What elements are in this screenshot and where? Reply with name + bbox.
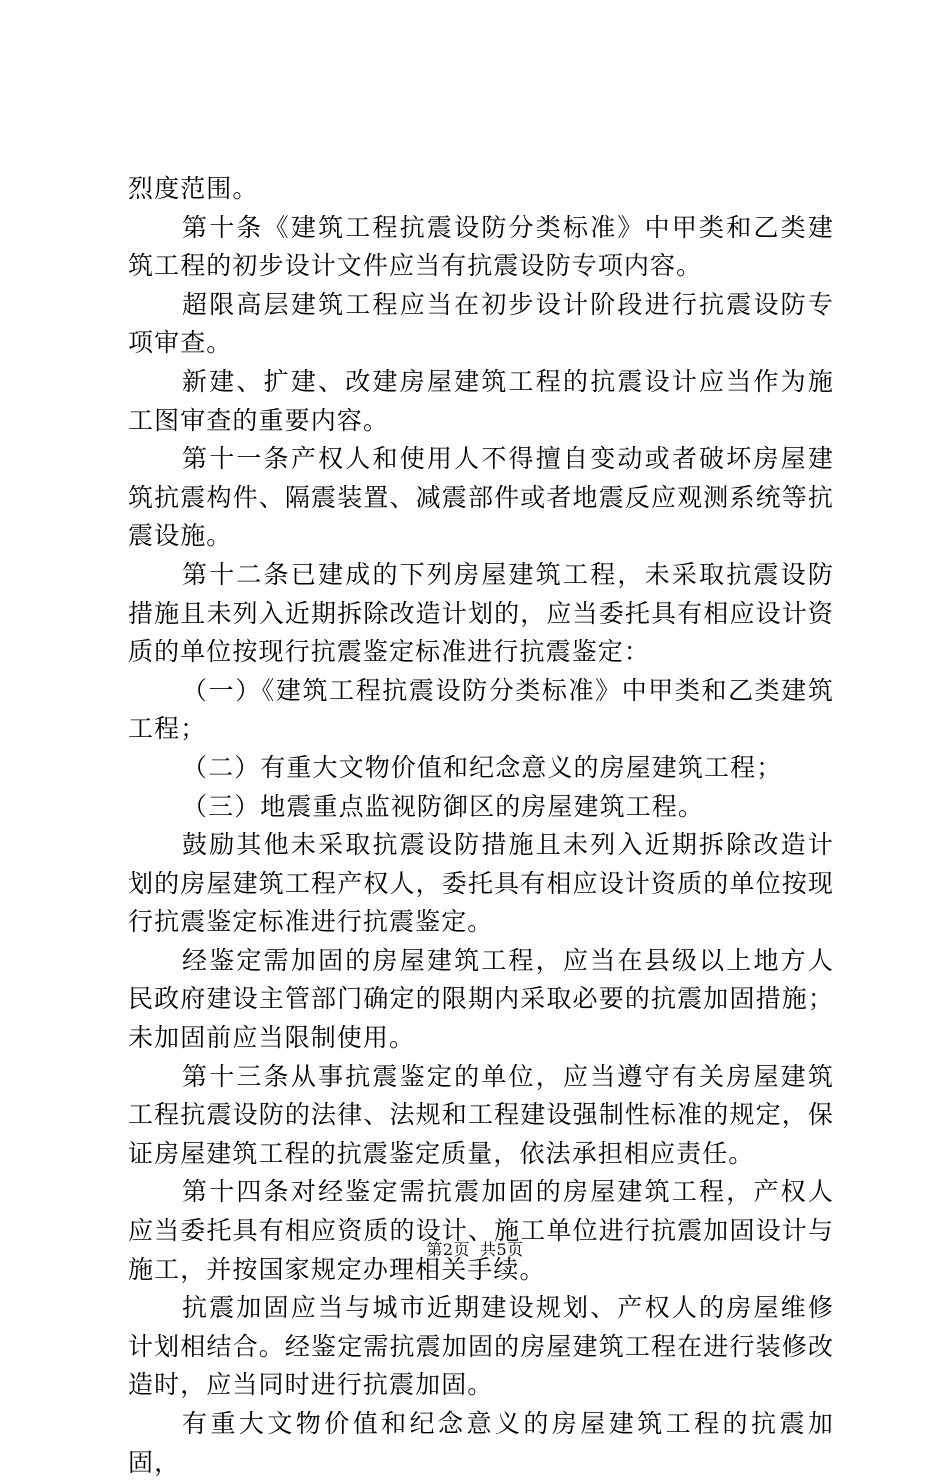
paragraph: 烈度范围。 [128,174,259,203]
page-footer [0,1240,950,1260]
list-item: （三）地震重点监视防御区的房屋建筑工程。 [182,791,705,821]
paragraph: 第十一条产权人和使用人不得擅自变动或者破坏房屋建筑抗震构件、隔震装置、减震部件或者地震反应观测系统等抗震设施。 [128,444,834,551]
paragraph: 抗震加固应当与城市近期建设规划、产权人的房屋维修计划相结合。经鉴定需抗震加固的房屋建筑工程在进行装修改造时，应当同时进行抗震加固。 [128,1293,834,1400]
paragraph: 有重大文物价值和纪念意义的房屋建筑工程的抗震加固， [128,1409,834,1477]
paragraph: 经鉴定需加固的房屋建筑工程，应当在县级以上地方人民政府建设主管部门确定的限期内采取必要的抗震加固措施；未加固前应当限制使用。 [128,945,834,1053]
paragraph: 超限高层建筑工程应当在初步设计阶段进行抗震设防专项审查。 [128,289,834,358]
list-item: （二）有重大文物价值和纪念意义的房屋建筑工程； [182,752,783,782]
paragraph: 第十三条从事抗震鉴定的单位，应当遵守有关房屋建筑工程抗震设防的法律、法规和工程建设强制性标准的规定，保证房屋建筑工程的抗震鉴定质量，依法承担相应责任。 [128,1061,834,1168]
paragraph: 第十四条对经鉴定需抗震加固的房屋建筑工程，产权人应当委托具有相应资质的设计、施工单位进行抗震加固设计与施工，并按国家规定办理相关手续。 [128,1177,834,1284]
list-item: （一）《建筑工程抗震设防分类标准》中甲类和乙类建筑工程； [128,675,834,744]
page-number-current: 第2页 [426,1240,470,1259]
page-number-total: 共5页 [480,1240,524,1259]
paragraph: 鼓励其他未采取抗震设防措施且未列入近期拆除改造计划的房屋建筑工程产权人，委托具有相应设计资质的单位按现行抗震鉴定标准进行抗震鉴定。 [128,830,834,937]
paragraph: 第十二条已建成的下列房屋建筑工程，未采取抗震设防措施且未列入近期拆除改造计划的，应当委托具有相应设计资质的单位按现行抗震鉴定标准进行抗震鉴定： [128,559,834,667]
paragraph: 第十条《建筑工程抗震设防分类标准》中甲类和乙类建筑工程的初步设计文件应当有抗震设防专项内容。 [128,212,834,281]
document-body [128,170,834,1482]
paragraph: 新建、扩建、改建房屋建筑工程的抗震设计应当作为施工图审查的重要内容。 [128,366,834,435]
